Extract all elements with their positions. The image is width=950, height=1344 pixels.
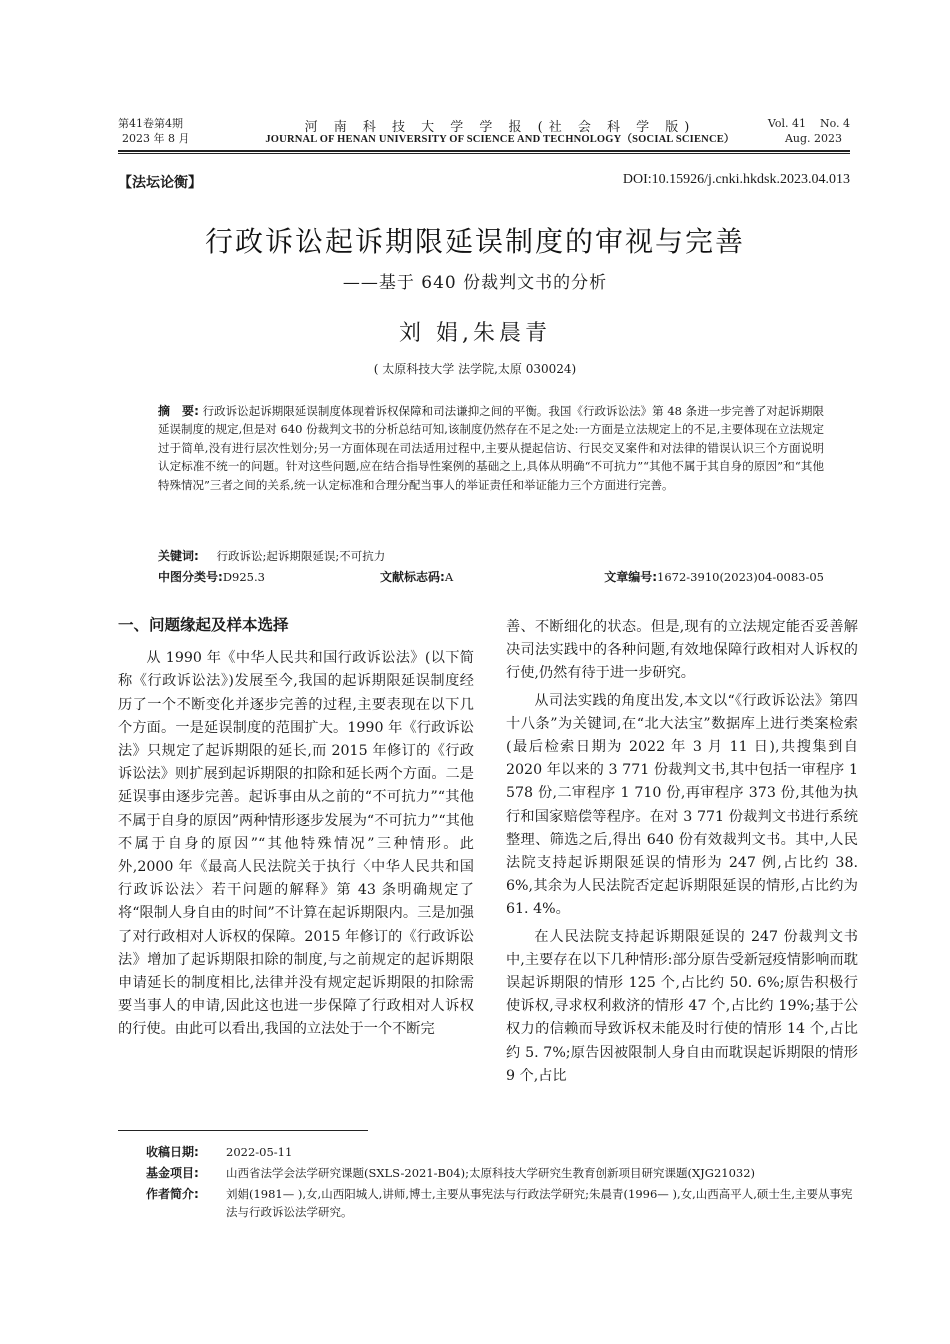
header-rule-thin [118, 153, 850, 154]
fund-label: 基金项目: [146, 1166, 199, 1180]
author-bio [146, 1185, 858, 1221]
affiliation: ( 太原科技大学 法学院,太原 030024) [373, 362, 577, 376]
clc-label: 中图分类号: [158, 570, 223, 584]
article-subtitle: ——基于 640 份裁判文书的分析 [342, 273, 608, 293]
abstract-label: 摘 要: [158, 404, 199, 418]
journal-title-en: JOURNAL OF HENAN UNIVERSITY OF SCIENCE AND TECHNOLOGY（SOCIAL SCIENCE） [265, 134, 735, 145]
doi: DOI:10.15926/j.cnki.hkdsk.2023.04.013 [622, 172, 850, 187]
clc-value: D925.3 [222, 570, 265, 584]
issue-number: 第41卷第4期 [118, 117, 183, 130]
keywords [158, 547, 385, 564]
right-column [506, 616, 858, 1088]
left-column [118, 614, 474, 1042]
header-rule [118, 150, 850, 152]
paragraph: 从司法实践的角度出发,本文以“《行政诉讼法》第四十八条”为关键词,在“北大法宝”数据库上进行类案检索(最后检索日期为 2022 年 3 月 11 日),共搜集到自 2020 年以来的 3 771 份裁判文书,其中包括一审程序 1 578 份,二审程序 1 710 份,再审程序 373 份,其他为执行和国家赔偿等程序。在对 3 771 份裁判文书进行系统整理、筛选之后,得出 640 份有效裁判文书。其中,人民法院支持起诉期限延误的情形为 247 例,占比约 38. 6%,其余为人民法院否定起诉期限延误的情形,占比约为 61. 4%。 [506, 692, 858, 918]
doc-label: 文献标志码: [380, 570, 445, 584]
received-label: 收稿日期: [146, 1145, 199, 1159]
paragraph: 从 1990 年《中华人民共和国行政诉讼法》(以下简称《行政诉讼法》)发展至今,我国的起诉期限延误制度经历了一个不断变化并逐步完善的过程,主要表现在以下几个方面。一是延误制度的范围扩大。1990 年《行政诉讼法》只规定了起诉期限的延长,而 2015 年修订的《行政诉讼法》则扩展到起诉期限的扣除和延长两个方面。二是延误事由逐步完善。起诉事由从之前的“不可抗力”“其他不属于自身的原因”两种情形逐步发展为“不可抗力”“其他不属于自身的原因”“其他特殊情况”三种情形。此外,2000 年《最高人民法院关于执行〈中华人民共和国行政诉讼法〉若干问题的解释》第 43 条明确规定了将“限制人身自由的时间”不计算在起诉期限内。三是加强了对行政相对人诉权的保障。2015 年修订的《行政诉讼法》增加了起诉期限扣除的制度,与之前规定的起诉期限申请延长的制度相比,法律并没有规定起诉期限的扣除需要当事人的申请,因此这也进一步保障了行政相对人诉权的行使。由此可以看出,我国的立法处于一个不断完 [118, 650, 474, 1038]
clc-code [158, 568, 265, 585]
article-number [604, 568, 824, 585]
abstract-text: 行政诉讼起诉期限延误制度体现着诉权保障和司法谦抑之间的平衡。我国《行政诉讼法》第 48 条进一步完善了对起诉期限延误制度的规定,但是对 640 份裁判文书的分析总结可知,该制度仍然存在不足之处:一方面是立法规定上的不足,主要体现在立法规定过于简单,没有进行层次性划分;另一方面体现在司法适用过程中,主要从提起信访、行民交叉案件和对法律的错误认识三个方面说明认定标准不统一的问题。针对这些问题,应在结合指导性案例的基础之上,具体从明确“不可抗力”“其他不属于其自身的原因”和“其他特殊情况”三者之间的关系,统一认定标准和合理分配当事人的举证责任和举证能力三个方面进行完善。 [158, 404, 824, 492]
article-number-value: 1672-3910(2023)04-0083-05 [657, 570, 824, 584]
keywords-label: 关键词: [158, 549, 199, 563]
doc-value: A [444, 570, 454, 584]
article-number-label: 文章编号: [604, 570, 658, 584]
volume-date: Aug. 2023 [784, 132, 842, 145]
volume-number: Vol. 41 No. 4 [767, 117, 850, 130]
keywords-text: 行政诉讼;起诉期限延误;不可抗力 [216, 549, 386, 563]
footnotes [146, 1143, 858, 1221]
footnote-rule [118, 1130, 368, 1131]
article-title: 行政诉讼起诉期限延误制度的审视与完善 [204, 225, 745, 258]
paragraph: 善、不断细化的状态。但是,现有的立法规定能否妥善解决司法实践中的各种问题,有效地保障行政相对人诉权的行使,仍然有待于进一步研究。 [506, 619, 858, 682]
abstract [158, 402, 824, 494]
received-date [146, 1143, 858, 1161]
author-bio-value: 刘娟(1981— ),女,山西阳城人,讲师,博士,主要从事宪法与行政法学研究;朱晨青(1996— ),女,山西高平人,硕士生,主要从事宪法与行政诉讼法学研究。 [226, 1187, 853, 1219]
authors: 刘 娟,朱晨青 [399, 321, 551, 346]
issue-date: 2023 年 8 月 [122, 132, 190, 145]
column-tag: 【法坛论衡】 [118, 175, 202, 191]
section-heading: 一、问题缘起及样本选择 [118, 616, 289, 634]
fund-value: 山西省法学会法学研究课题(SXLS-2021-B04);太原科技大学研究生教育创新项目研究课题(XJG21032) [226, 1166, 756, 1180]
received-value: 2022-05-11 [226, 1145, 293, 1159]
doc-code [380, 568, 453, 585]
journal-title-cn: 河 南 科 技 大 学 学 报 (社 会 科 学 版) [304, 120, 696, 135]
fund-info [146, 1164, 858, 1182]
author-bio-label: 作者简介: [146, 1187, 199, 1201]
paragraph: 在人民法院支持起诉期限延误的 247 份裁判文书中,主要存在以下几种情形:部分原告受新冠疫情影响而耽误起诉期限的情形 125 个,占比约 50. 6%;原告积极行使诉权,寻求权利救济的情形 47 个,占比约 19%;基于公权力的信赖而导致诉权未能及时行使的情形 14 个,占比约 5. 7%;原告因被限制人身自由而耽误起诉期限的情形 9 个,占比 [506, 928, 858, 1084]
